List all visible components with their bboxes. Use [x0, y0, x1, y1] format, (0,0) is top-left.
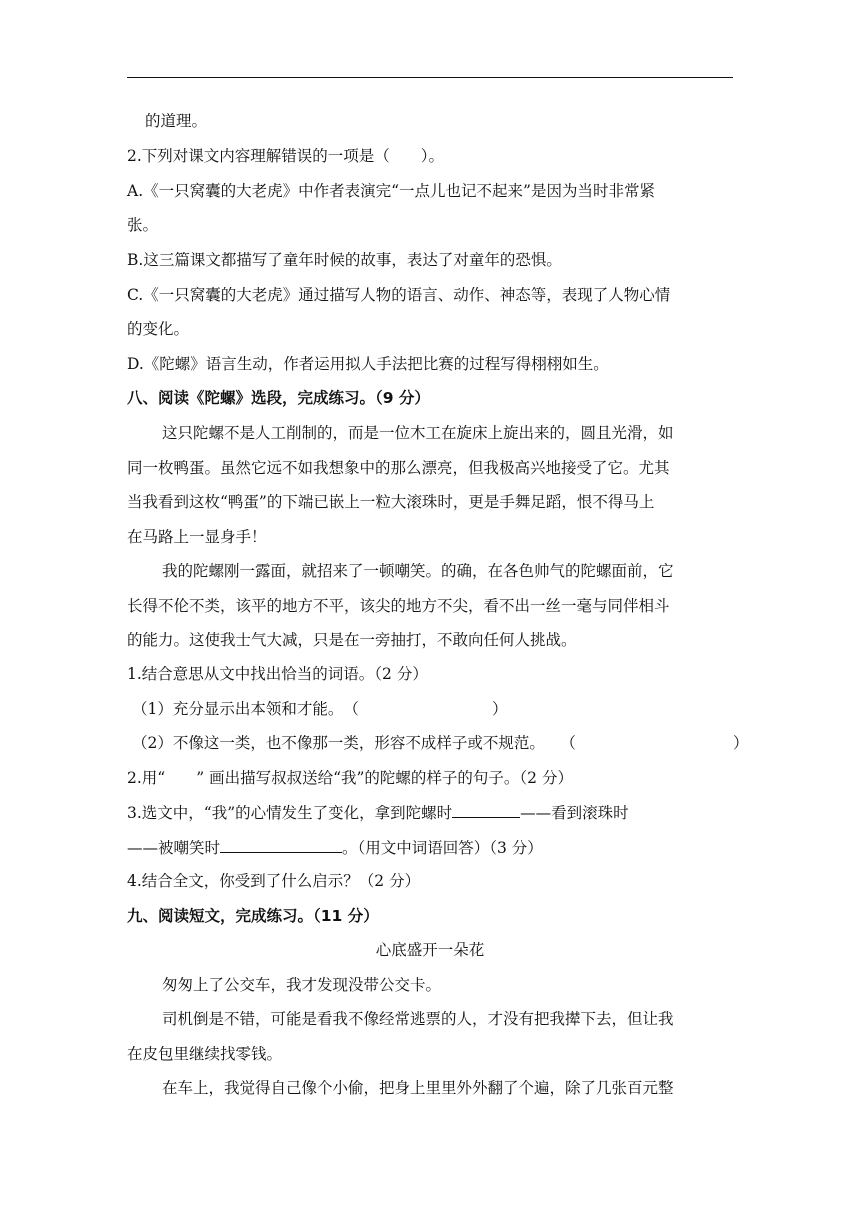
question-3	[127, 801, 629, 824]
question-3-text: 3.选文中，“我”的心情发生了变化，拿到陀螺时	[127, 804, 453, 822]
question-2: 2.下列对课文内容理解错误的一项是（ ）。	[127, 147, 445, 165]
section-8-heading: 八、阅读《陀螺》选段，完成练习。（9 分）	[127, 389, 430, 407]
story-line: 司机倒是不错，可能是看我不像经常逃票的人，才没有把我撵下去，但让我	[162, 1010, 674, 1028]
option-c: C.《一只窝囊的大老虎》通过描写人物的语言、动作、神态等，表现了人物心情	[127, 286, 671, 304]
option-a-cont: 张。	[127, 216, 159, 234]
option-c-cont: 的变化。	[127, 320, 190, 338]
question-1-2: （2）不像这一类，也不像那一类，形容不成样子或不规范。 （	[132, 734, 576, 752]
passage-line: 同一枚鸭蛋。虽然它远不如我想象中的那么漂亮，但我极高兴地接受了它。尤其	[127, 459, 670, 477]
question-1-1: （1）充分显示出本领和才能。 （	[132, 700, 359, 718]
passage-line: 在马路上一显身手！	[127, 528, 267, 546]
passage-line: 这只陀螺不是人工削制的，而是一位木工在旋床上旋出来的，圆且光滑，如	[162, 424, 674, 442]
answer-blank[interactable]	[220, 836, 342, 853]
passage-line: 的能力。这使我士气大减，只是在一旁抽打，不敢向任何人挑战。	[127, 631, 577, 649]
answer-bracket-close: ）	[492, 700, 508, 718]
story-line: 在皮包里继续找零钱。	[127, 1045, 283, 1063]
story-title: 心底盛开一朵花	[375, 941, 485, 959]
header-rule	[127, 77, 733, 78]
option-b: B.这三篇课文都描写了童年时候的故事，表达了对童年的恐惧。	[127, 251, 562, 269]
text-line: 的道理。	[145, 112, 208, 130]
option-d: D.《陀螺》语言生动，作者运用拟人手法把比赛的过程写得栩栩如生。	[127, 355, 609, 373]
question-3-text: ——被嘲笑时	[127, 839, 221, 857]
answer-bracket-close: ）	[733, 734, 749, 752]
question-3-text: ——看到滚珠时	[520, 804, 629, 822]
question-2: 2.用“ ” 画出描写叔叔送给“我”的陀螺的样子的句子。（2 分）	[127, 769, 573, 787]
story-line: 匆匆上了公交车，我才发现没带公交卡。	[162, 976, 442, 994]
question-4: 4.结合全文，你受到了什么启示？（2 分）	[127, 872, 421, 890]
story-line: 在车上，我觉得自己像个小偷，把身上里里外外翻了个遍，除了几张百元整	[162, 1079, 674, 1097]
answer-blank[interactable]	[452, 801, 520, 818]
passage-line: 当我看到这枚“鸭蛋”的下端已嵌上一粒大滚珠时，更是手舞足蹈，恨不得马上	[127, 493, 655, 511]
passage-line: 长得不伦不类，该平的地方不平，该尖的地方不尖，看不出一丝一毫与同伴相斗	[127, 597, 670, 615]
question-3-cont	[127, 836, 543, 859]
passage-line: 我的陀螺刚一露面，就招来了一顿嘲笑。的确，在各色帅气的陀螺面前，它	[162, 562, 674, 580]
section-9-heading: 九、阅读短文，完成练习。（11 分）	[127, 907, 379, 925]
question-3-text: 。（用文中词语回答）（3 分）	[342, 839, 543, 857]
question-1: 1.结合意思从文中找出恰当的词语。（2 分）	[127, 665, 428, 683]
option-a: A.《一只窝囊的大老虎》中作者表演完“一点儿也记不起来”是因为当时非常紧	[127, 182, 655, 200]
